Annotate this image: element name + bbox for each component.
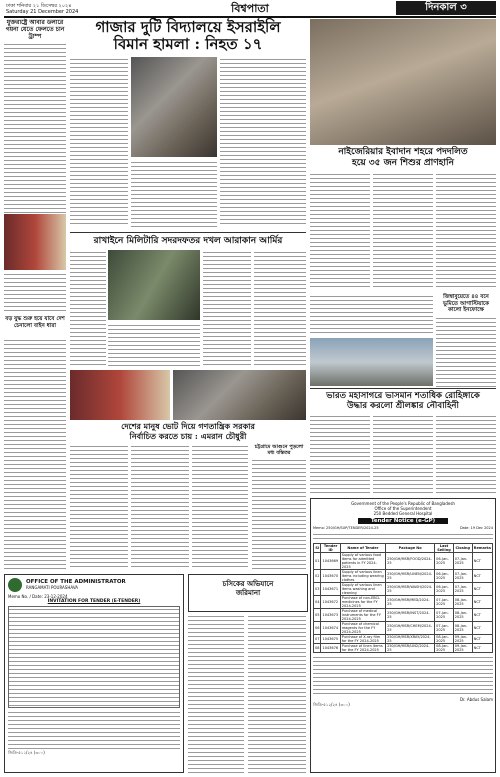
table-cell: 1043670 [321, 570, 340, 583]
rohingya-headline-line2: উদ্ধার করলো শ্রীলঙ্কার নৌবাহিনী [347, 401, 459, 411]
arakan-body-col1 [70, 250, 106, 366]
section-title: বিশ্বপাতা [231, 2, 269, 15]
ctg-body [252, 458, 306, 570]
left-top-headline: যুক্তরাষ্ট্রে আবার ডলারে গয়না যেতে ফেলতে চান ট্রাম্প [5, 19, 65, 40]
nigeria-photo [310, 19, 496, 145]
portrait-photo [4, 214, 66, 270]
table-cell: 250/GH/MSR/INST/2024-25 [386, 609, 435, 622]
nigeria-headline-line2: হয়ে ৩৫ জন শিশুর প্রাণহানি [352, 158, 454, 168]
notice-intro [313, 532, 493, 542]
table-cell: 250/GH/MSR/WASH/2024-25 [386, 583, 435, 596]
memo-number: Memo: 250/GH/SUP/TENDER/2024-25 [313, 526, 379, 530]
left-tender-terms [8, 710, 180, 750]
table-cell: 08 [314, 644, 321, 653]
arakan-soldiers-photo [108, 250, 200, 320]
ad-title: চসিকের অভিযানে [222, 579, 274, 588]
newspaper-logo [396, 1, 496, 15]
table-row [314, 583, 493, 596]
nigeria-body-col3 [436, 172, 496, 290]
table-cell: 1043672 [321, 596, 340, 609]
table-cell: 1043674 [321, 622, 340, 635]
gaza-body-col2 [131, 160, 217, 227]
table-row [314, 596, 493, 609]
nigeria-body-col2 [373, 172, 433, 290]
table-cell: 09-Jan-2025 [453, 644, 472, 653]
event-photo-left [70, 370, 170, 420]
table-cell: 07-Jan-2025 [435, 596, 454, 609]
date-en: Saturday 21 December 2024 [6, 9, 79, 15]
table-cell: 06-Jan-2025 [435, 583, 454, 596]
tender-invite-title: INVITATION FOR TENDER (E-TENDER) [47, 599, 141, 604]
table-cell: 07-Jan-2025 [435, 622, 454, 635]
table-cell: 1043675 [321, 635, 340, 644]
table-cell: 08-Jan-2025 [453, 596, 472, 609]
bottom-body-col2 [248, 614, 306, 773]
govt-line: Government of the People's Republic of Bangladesh [351, 501, 455, 506]
logo-text: দিনকাল [425, 2, 457, 13]
table-header-cell: Last Selling [435, 544, 454, 553]
signatory-name: Dr. Abdus Salam [459, 697, 493, 702]
table-cell: 250/GH/MSR/MED/2024-25 [386, 596, 435, 609]
table-header-cell: Sl [314, 544, 321, 553]
left-memo: Memo No. / Date: 23-12-2024 [8, 594, 68, 599]
notice-terms [313, 655, 493, 695]
pourashava-seal-icon [8, 578, 22, 592]
office-subtitle: RANGAMATI POURASHAVA [26, 585, 79, 590]
table-cell: 07-Jan-2025 [435, 609, 454, 622]
left-mid-body [4, 272, 66, 312]
issue-line: ঢাকা শনিবার ২১ ডিসেম্বর ২০২৪ [6, 3, 72, 9]
table-cell: 09-Jan-2025 [453, 635, 472, 644]
notice-title: Tender Notice (e-GP) [358, 518, 448, 524]
gaza-body-col3 [220, 57, 306, 227]
table-cell: 08-Jan-2025 [435, 635, 454, 644]
table-header-cell: Remarks [472, 544, 492, 553]
issue-dateline [6, 3, 78, 15]
right-small-headline: জিম্বাবুয়েতে ৪৪ বনে ভুমিতে আগাস্টিয়াকে কালো ইনফোক্ষে [442, 294, 490, 313]
gaza-headline-line1: গাজার দুটি বিদ্যালয়ে ইসরাইলি [95, 18, 281, 36]
vote-headline [70, 422, 306, 441]
table-row [314, 622, 493, 635]
office-title: OFFICE OF THE ADMINISTRATOR [26, 578, 126, 585]
table-cell: 250/GH/MSR/FOOD/2024-25 [386, 553, 435, 570]
table-header-cell: Name of Tender [340, 544, 385, 553]
arakan-rule [70, 232, 306, 233]
tender-table [313, 543, 493, 653]
rohingya-headline [310, 391, 496, 411]
table-cell: 04 [314, 596, 321, 609]
rohingya-body-col1 [310, 414, 370, 494]
left-mid-headline: বড় যুদ্ধ শুরু হয়ে যাবে দেশ চেনালো বাইন ধারা [5, 316, 65, 329]
vote-headline-line2: নির্বাচিত করতে চায় : এমরান চৌধুরী [129, 430, 247, 441]
vote-body-col2 [131, 444, 189, 570]
table-cell: NCT [472, 609, 492, 622]
arakan-body-col2 [108, 323, 200, 366]
left-footer-code: জিডি-৫১১/২৪ (৩০০) [8, 750, 45, 755]
table-cell: 01 [314, 553, 321, 570]
table-cell: Supply of various linen items including wearing clothes [341, 570, 384, 582]
rohingya-body-col3 [436, 414, 496, 494]
table-row [314, 609, 493, 622]
table-row [314, 570, 493, 583]
table-cell: Purchase of chemical reagents for the FY 2024-2025 [340, 622, 385, 635]
left-tender-table [8, 606, 180, 708]
table-cell: 05 [314, 609, 321, 622]
table-cell: 06-Jan-2025 [435, 570, 454, 583]
table-cell: Purchase of non-EBCL medicines for the FY 2024-2025 [340, 596, 385, 609]
left-mid-story-body [4, 338, 66, 570]
table-cell: 250/GH/MSR/LIN2/2024-25 [386, 644, 435, 653]
table-row [314, 644, 493, 653]
table-cell: NCT [472, 596, 492, 609]
table-cell: 03 [314, 583, 321, 596]
event-photo-right [173, 370, 306, 420]
nigeria-headline [310, 147, 496, 169]
table-header-cell: Package No [386, 544, 435, 553]
table-cell: 250/GH/MSR/LINEN/2024-25 [386, 570, 435, 583]
gaza-rubble-photo [131, 57, 217, 157]
table-cell: 07 [314, 635, 321, 644]
notice-date: Date: 19 Dec 2024 [459, 526, 493, 530]
left-top-body [4, 42, 66, 232]
table-cell: 07-Jan-2025 [453, 583, 472, 596]
table-cell: Purchase of X-ray film for the FY 2024-2025 [340, 635, 385, 644]
tender-notice-right [310, 498, 496, 773]
table-cell: 1043676 [321, 644, 340, 653]
table-header-row [314, 544, 493, 553]
table-cell: 07-Jan-2025 [453, 570, 472, 583]
table-cell: 02 [314, 570, 321, 583]
rohingya-body-col2 [373, 414, 433, 494]
arakan-body-col3 [203, 250, 251, 366]
hospital-line: 250 Bedded General Hospital [373, 511, 433, 516]
ad-box [188, 574, 308, 612]
table-cell: 1043671 [321, 583, 340, 596]
table-cell: 06-Jan-2025 [435, 553, 454, 570]
gaza-headline [70, 19, 306, 53]
left-top-story [4, 19, 66, 232]
table-body [314, 553, 493, 653]
arakan-body-col4 [254, 250, 306, 366]
right-small-body [436, 316, 496, 390]
table-row [314, 553, 493, 570]
table-cell: NCT [472, 635, 492, 644]
table-cell: 08-Jan-2025 [453, 609, 472, 622]
table-cell: 250/GH/MSR/XRAY/2024-25 [386, 635, 435, 644]
boat-photo [310, 338, 433, 386]
table-cell: NCT [472, 570, 492, 583]
table-cell: Purchase of medical instruments for the FY 2024-2025 [340, 609, 385, 622]
nigeria-body-col1 [310, 172, 370, 290]
nigeria-headline-line1: নাইজেরিয়ার ইবাদান শহরে পদদলিত [338, 147, 468, 157]
gaza-headline-line2: বিমান হামলা : নিহত ১৭ [113, 35, 263, 53]
page-number: ৩ [460, 2, 467, 13]
table-row [314, 635, 493, 644]
table-cell: 1043669 [321, 553, 340, 570]
table-cell: NCT [472, 644, 492, 653]
table-cell: 06 [314, 622, 321, 635]
table-cell: 08-Jan-2025 [435, 644, 454, 653]
vote-body-col1 [70, 444, 128, 570]
gaza-body-col1 [70, 57, 128, 227]
notice-footer-code: জিডি-৫১২/২৪ (৩০০) [313, 702, 350, 707]
bottom-body-col1 [188, 614, 244, 773]
rohingya-rule [310, 388, 496, 389]
table-cell: 07-Jan-2025 [453, 553, 472, 570]
ctg-headline: চট্টগ্রামে আগুনে পুড়লো মধ্য বস্তিতর [254, 444, 304, 456]
table-cell: Supply of various linen items washing and cleaning [340, 583, 385, 596]
table-header-cell: Closing [453, 544, 472, 553]
table-cell: NCT [472, 622, 492, 635]
table-cell: NCT [472, 583, 492, 596]
arakan-headline: রাখাইনে মিলিটারি সদরদফতর দখল আরাকান আর্মির [93, 236, 283, 246]
table-header-cell: Tender ID [321, 544, 340, 553]
office-line: Office of the Superintendent [374, 506, 432, 511]
table-cell: 250/GH/MSR/CHEM/2024-25 [386, 622, 435, 635]
vote-body-col3 [192, 444, 248, 570]
ad-subtitle: জরিমানা [235, 588, 261, 597]
table-cell: Supply of various food items for admitted patients in FY 2024-2025 [340, 553, 385, 570]
nigeria-body-cont [310, 294, 433, 334]
table-cell: 1043673 [321, 609, 340, 622]
table-cell: NCT [472, 553, 492, 570]
table-cell: 08-Jan-2025 [453, 622, 472, 635]
tender-notice-left [4, 574, 184, 773]
vote-headline-line1: দেশের মানুষ ভোট দিয়ে গণতান্ত্রিক সরকার [121, 421, 255, 431]
rohingya-headline-line1: ভারত মহাসাগরে ভাসমান শতাধিক রোহিঙ্গাকে [326, 391, 480, 401]
table-cell: Purchase of linen items for the FY 2024-2025 [340, 644, 385, 653]
